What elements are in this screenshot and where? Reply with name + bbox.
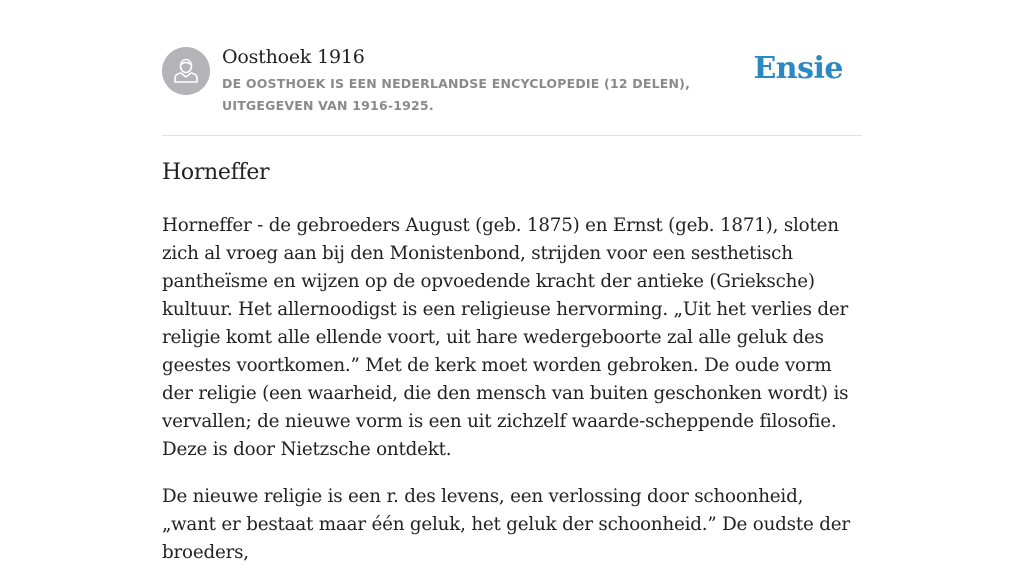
- brand-logo[interactable]: Ensie: [753, 51, 843, 86]
- avatar[interactable]: [162, 47, 210, 95]
- article-body: [162, 212, 862, 586]
- source-name[interactable]: Oosthoek 1916: [222, 46, 365, 68]
- article-paragraph: De nieuwe religie is een r. des levens, een verlossing door schoonheid, „want er bestaat maar één geluk, het geluk der schoonheid.” De oudste der broeders,: [162, 486, 850, 563]
- article-paragraph: Horneffer - de gebroeders August (geb. 1875) en Ernst (geb. 1871), sloten zich al vroeg aan bij den Monistenbond, strijden voor een sesthetisch pantheïsme en wijzen op de opvoedende kracht der antieke (Grieksche) kultuur. Het allernoodigst is een religieuse hervorming. „Uit het verlies der religie komt alle ellende voort, uit hare wedergeboorte zal alle geluk des geestes voortkomen.” Met de kerk moet worden gebroken. De oude vorm der religie (een waarheid, die den mensch van buiten geschonken wordt) is vervallen; de nieuwe vorm is een uit zichzelf waarde-scheppende filosofie. Deze is door Nietzsche ontdekt.: [162, 215, 849, 460]
- source-description: DE OOSTHOEK IS EEN NEDERLANDSE ENCYCLOPEDIE (12 DELEN), UITGEGEVEN VAN 1916-1925.: [222, 76, 691, 113]
- article-title: Horneffer: [162, 160, 270, 185]
- user-icon: [162, 47, 210, 95]
- source-header: [162, 44, 862, 114]
- divider: [162, 135, 862, 136]
